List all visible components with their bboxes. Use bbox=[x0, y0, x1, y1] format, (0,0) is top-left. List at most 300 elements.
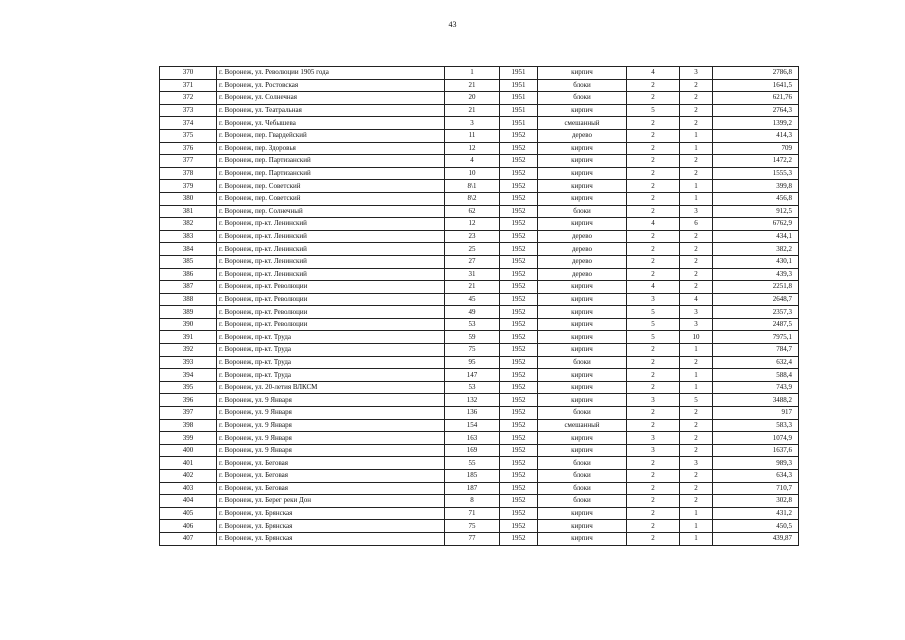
row-number-cell: 401 bbox=[160, 457, 217, 470]
table-row bbox=[160, 218, 799, 231]
area-cell: 1555,3 bbox=[713, 167, 799, 180]
floors-cell: 5 bbox=[627, 104, 680, 117]
wall-material-cell: дерево bbox=[538, 243, 627, 256]
address-cell: г. Воронеж, пер. Советский bbox=[217, 180, 445, 193]
year-built-cell: 1952 bbox=[500, 432, 538, 445]
address-cell: г. Воронеж, ул. Беговая bbox=[217, 457, 445, 470]
year-built-cell: 1952 bbox=[500, 407, 538, 420]
table-row bbox=[160, 155, 799, 168]
entrances-cell: 1 bbox=[680, 142, 713, 155]
area-cell: 1641,5 bbox=[713, 79, 799, 92]
address-cell: г. Воронеж, пр-кт. Труда bbox=[217, 344, 445, 357]
wall-material-cell: кирпич bbox=[538, 369, 627, 382]
floors-cell: 2 bbox=[627, 129, 680, 142]
entrances-cell: 4 bbox=[680, 293, 713, 306]
entrances-cell: 10 bbox=[680, 331, 713, 344]
address-cell: г. Воронеж, ул. 9 Января bbox=[217, 407, 445, 420]
entrances-cell: 1 bbox=[680, 180, 713, 193]
row-number-cell: 406 bbox=[160, 520, 217, 533]
house-number-cell: 147 bbox=[445, 369, 500, 382]
address-cell: г. Воронеж, пр-кт. Революции bbox=[217, 318, 445, 331]
house-number-cell: 8\2 bbox=[445, 192, 500, 205]
wall-material-cell: кирпич bbox=[538, 381, 627, 394]
year-built-cell: 1951 bbox=[500, 79, 538, 92]
entrances-cell: 2 bbox=[680, 79, 713, 92]
wall-material-cell: кирпич bbox=[538, 155, 627, 168]
year-built-cell: 1952 bbox=[500, 192, 538, 205]
year-built-cell: 1951 bbox=[500, 92, 538, 105]
year-built-cell: 1952 bbox=[500, 444, 538, 457]
house-number-cell: 169 bbox=[445, 444, 500, 457]
area-cell: 399,8 bbox=[713, 180, 799, 193]
address-cell: г. Воронеж, пер. Солнечный bbox=[217, 205, 445, 218]
table-row bbox=[160, 520, 799, 533]
area-cell: 917 bbox=[713, 407, 799, 420]
area-cell: 2251,8 bbox=[713, 281, 799, 294]
row-number-cell: 402 bbox=[160, 470, 217, 483]
row-number-cell: 404 bbox=[160, 495, 217, 508]
house-number-cell: 163 bbox=[445, 432, 500, 445]
house-number-cell: 8 bbox=[445, 495, 500, 508]
year-built-cell: 1952 bbox=[500, 470, 538, 483]
row-number-cell: 372 bbox=[160, 92, 217, 105]
year-built-cell: 1952 bbox=[500, 306, 538, 319]
area-cell: 439,3 bbox=[713, 268, 799, 281]
housing-register-table bbox=[159, 66, 799, 546]
wall-material-cell: кирпич bbox=[538, 394, 627, 407]
entrances-cell: 1 bbox=[680, 192, 713, 205]
floors-cell: 2 bbox=[627, 117, 680, 130]
year-built-cell: 1952 bbox=[500, 205, 538, 218]
floors-cell: 2 bbox=[627, 142, 680, 155]
floors-cell: 5 bbox=[627, 306, 680, 319]
table-row bbox=[160, 129, 799, 142]
table-row bbox=[160, 419, 799, 432]
year-built-cell: 1952 bbox=[500, 129, 538, 142]
table-row bbox=[160, 432, 799, 445]
area-cell: 709 bbox=[713, 142, 799, 155]
floors-cell: 3 bbox=[627, 444, 680, 457]
year-built-cell: 1952 bbox=[500, 369, 538, 382]
table-row bbox=[160, 268, 799, 281]
year-built-cell: 1952 bbox=[500, 344, 538, 357]
table-row bbox=[160, 67, 799, 80]
address-cell: г. Воронеж, пр-кт. Революции bbox=[217, 281, 445, 294]
address-cell: г. Воронеж, ул. Брянская bbox=[217, 532, 445, 545]
row-number-cell: 375 bbox=[160, 129, 217, 142]
row-number-cell: 383 bbox=[160, 230, 217, 243]
table-row bbox=[160, 381, 799, 394]
wall-material-cell: блоки bbox=[538, 205, 627, 218]
row-number-cell: 395 bbox=[160, 381, 217, 394]
area-cell: 414,3 bbox=[713, 129, 799, 142]
wall-material-cell: смешанный bbox=[538, 117, 627, 130]
entrances-cell: 2 bbox=[680, 104, 713, 117]
wall-material-cell: дерево bbox=[538, 129, 627, 142]
row-number-cell: 394 bbox=[160, 369, 217, 382]
table-row bbox=[160, 142, 799, 155]
wall-material-cell: кирпич bbox=[538, 281, 627, 294]
row-number-cell: 397 bbox=[160, 407, 217, 420]
entrances-cell: 5 bbox=[680, 394, 713, 407]
table-row bbox=[160, 344, 799, 357]
floors-cell: 3 bbox=[627, 293, 680, 306]
year-built-cell: 1952 bbox=[500, 394, 538, 407]
address-cell: г. Воронеж, ул. Беговая bbox=[217, 470, 445, 483]
area-cell: 912,5 bbox=[713, 205, 799, 218]
row-number-cell: 371 bbox=[160, 79, 217, 92]
year-built-cell: 1952 bbox=[500, 331, 538, 344]
house-number-cell: 75 bbox=[445, 344, 500, 357]
table-row bbox=[160, 532, 799, 545]
year-built-cell: 1952 bbox=[500, 482, 538, 495]
wall-material-cell: кирпич bbox=[538, 507, 627, 520]
table-row bbox=[160, 507, 799, 520]
address-cell: г. Воронеж, ул. Беговая bbox=[217, 482, 445, 495]
address-cell: г. Воронеж, пр-кт. Труда bbox=[217, 356, 445, 369]
entrances-cell: 2 bbox=[680, 407, 713, 420]
table-row bbox=[160, 318, 799, 331]
row-number-cell: 398 bbox=[160, 419, 217, 432]
house-number-cell: 45 bbox=[445, 293, 500, 306]
floors-cell: 2 bbox=[627, 356, 680, 369]
floors-cell: 2 bbox=[627, 419, 680, 432]
entrances-cell: 2 bbox=[680, 243, 713, 256]
area-cell: 430,1 bbox=[713, 255, 799, 268]
row-number-cell: 377 bbox=[160, 155, 217, 168]
year-built-cell: 1952 bbox=[500, 155, 538, 168]
address-cell: г. Воронеж, ул. Берег реки Дон bbox=[217, 495, 445, 508]
entrances-cell: 2 bbox=[680, 167, 713, 180]
area-cell: 2786,8 bbox=[713, 67, 799, 80]
house-number-cell: 27 bbox=[445, 255, 500, 268]
house-number-cell: 8\1 bbox=[445, 180, 500, 193]
year-built-cell: 1951 bbox=[500, 67, 538, 80]
floors-cell: 4 bbox=[627, 67, 680, 80]
year-built-cell: 1952 bbox=[500, 218, 538, 231]
row-number-cell: 400 bbox=[160, 444, 217, 457]
address-cell: г. Воронеж, ул. Чебышева bbox=[217, 117, 445, 130]
house-number-cell: 55 bbox=[445, 457, 500, 470]
entrances-cell: 2 bbox=[680, 92, 713, 105]
floors-cell: 2 bbox=[627, 369, 680, 382]
year-built-cell: 1952 bbox=[500, 243, 538, 256]
row-number-cell: 405 bbox=[160, 507, 217, 520]
area-cell: 434,1 bbox=[713, 230, 799, 243]
entrances-cell: 1 bbox=[680, 369, 713, 382]
house-number-cell: 185 bbox=[445, 470, 500, 483]
wall-material-cell: кирпич bbox=[538, 293, 627, 306]
wall-material-cell: кирпич bbox=[538, 520, 627, 533]
address-cell: г. Воронеж, ул. Театральная bbox=[217, 104, 445, 117]
area-cell: 439,87 bbox=[713, 532, 799, 545]
wall-material-cell: кирпич bbox=[538, 306, 627, 319]
table-row bbox=[160, 281, 799, 294]
area-cell: 634,3 bbox=[713, 470, 799, 483]
year-built-cell: 1952 bbox=[500, 142, 538, 155]
floors-cell: 2 bbox=[627, 470, 680, 483]
house-number-cell: 95 bbox=[445, 356, 500, 369]
row-number-cell: 399 bbox=[160, 432, 217, 445]
floors-cell: 2 bbox=[627, 255, 680, 268]
year-built-cell: 1952 bbox=[500, 293, 538, 306]
address-cell: г. Воронеж, пр-кт. Ленинский bbox=[217, 230, 445, 243]
row-number-cell: 389 bbox=[160, 306, 217, 319]
table-row bbox=[160, 331, 799, 344]
floors-cell: 2 bbox=[627, 180, 680, 193]
row-number-cell: 373 bbox=[160, 104, 217, 117]
address-cell: г. Воронеж, ул. Солнечная bbox=[217, 92, 445, 105]
house-number-cell: 132 bbox=[445, 394, 500, 407]
year-built-cell: 1952 bbox=[500, 507, 538, 520]
area-cell: 3488,2 bbox=[713, 394, 799, 407]
area-cell: 431,2 bbox=[713, 507, 799, 520]
year-built-cell: 1951 bbox=[500, 104, 538, 117]
wall-material-cell: кирпич bbox=[538, 432, 627, 445]
entrances-cell: 1 bbox=[680, 129, 713, 142]
area-cell: 2648,7 bbox=[713, 293, 799, 306]
house-number-cell: 53 bbox=[445, 318, 500, 331]
area-cell: 583,3 bbox=[713, 419, 799, 432]
floors-cell: 2 bbox=[627, 243, 680, 256]
row-number-cell: 374 bbox=[160, 117, 217, 130]
row-number-cell: 378 bbox=[160, 167, 217, 180]
table-row bbox=[160, 92, 799, 105]
row-number-cell: 381 bbox=[160, 205, 217, 218]
wall-material-cell: блоки bbox=[538, 79, 627, 92]
wall-material-cell: блоки bbox=[538, 482, 627, 495]
row-number-cell: 388 bbox=[160, 293, 217, 306]
floors-cell: 2 bbox=[627, 482, 680, 495]
row-number-cell: 386 bbox=[160, 268, 217, 281]
house-number-cell: 21 bbox=[445, 79, 500, 92]
floors-cell: 5 bbox=[627, 331, 680, 344]
table-row bbox=[160, 470, 799, 483]
area-cell: 302,8 bbox=[713, 495, 799, 508]
house-number-cell: 71 bbox=[445, 507, 500, 520]
year-built-cell: 1952 bbox=[500, 356, 538, 369]
entrances-cell: 1 bbox=[680, 381, 713, 394]
entrances-cell: 2 bbox=[680, 432, 713, 445]
address-cell: г. Воронеж, пер. Советский bbox=[217, 192, 445, 205]
house-number-cell: 53 bbox=[445, 381, 500, 394]
entrances-cell: 3 bbox=[680, 306, 713, 319]
entrances-cell: 2 bbox=[680, 470, 713, 483]
row-number-cell: 376 bbox=[160, 142, 217, 155]
house-number-cell: 154 bbox=[445, 419, 500, 432]
floors-cell: 2 bbox=[627, 79, 680, 92]
entrances-cell: 2 bbox=[680, 444, 713, 457]
entrances-cell: 1 bbox=[680, 532, 713, 545]
wall-material-cell: кирпич bbox=[538, 142, 627, 155]
table-row bbox=[160, 482, 799, 495]
entrances-cell: 2 bbox=[680, 281, 713, 294]
area-cell: 456,8 bbox=[713, 192, 799, 205]
floors-cell: 2 bbox=[627, 344, 680, 357]
wall-material-cell: кирпич bbox=[538, 167, 627, 180]
house-number-cell: 75 bbox=[445, 520, 500, 533]
area-cell: 2357,3 bbox=[713, 306, 799, 319]
entrances-cell: 2 bbox=[680, 482, 713, 495]
house-number-cell: 59 bbox=[445, 331, 500, 344]
address-cell: г. Воронеж, ул. Брянская bbox=[217, 520, 445, 533]
address-cell: г. Воронеж, пр-кт. Ленинский bbox=[217, 243, 445, 256]
wall-material-cell: кирпич bbox=[538, 192, 627, 205]
wall-material-cell: блоки bbox=[538, 92, 627, 105]
floors-cell: 2 bbox=[627, 230, 680, 243]
area-cell: 450,5 bbox=[713, 520, 799, 533]
house-number-cell: 23 bbox=[445, 230, 500, 243]
entrances-cell: 2 bbox=[680, 268, 713, 281]
row-number-cell: 396 bbox=[160, 394, 217, 407]
wall-material-cell: кирпич bbox=[538, 180, 627, 193]
wall-material-cell: смешанный bbox=[538, 419, 627, 432]
address-cell: г. Воронеж, пр-кт. Ленинский bbox=[217, 268, 445, 281]
address-cell: г. Воронеж, ул. Брянская bbox=[217, 507, 445, 520]
floors-cell: 2 bbox=[627, 92, 680, 105]
wall-material-cell: дерево bbox=[538, 255, 627, 268]
entrances-cell: 2 bbox=[680, 117, 713, 130]
row-number-cell: 407 bbox=[160, 532, 217, 545]
row-number-cell: 384 bbox=[160, 243, 217, 256]
year-built-cell: 1952 bbox=[500, 457, 538, 470]
address-cell: г. Воронеж, пр-кт. Революции bbox=[217, 293, 445, 306]
row-number-cell: 380 bbox=[160, 192, 217, 205]
entrances-cell: 2 bbox=[680, 419, 713, 432]
entrances-cell: 3 bbox=[680, 318, 713, 331]
house-number-cell: 3 bbox=[445, 117, 500, 130]
wall-material-cell: кирпич bbox=[538, 318, 627, 331]
floors-cell: 2 bbox=[627, 205, 680, 218]
house-number-cell: 136 bbox=[445, 407, 500, 420]
table-row bbox=[160, 167, 799, 180]
entrances-cell: 3 bbox=[680, 205, 713, 218]
house-number-cell: 4 bbox=[445, 155, 500, 168]
area-cell: 710,7 bbox=[713, 482, 799, 495]
floors-cell: 2 bbox=[627, 192, 680, 205]
wall-material-cell: блоки bbox=[538, 495, 627, 508]
floors-cell: 2 bbox=[627, 532, 680, 545]
area-cell: 7975,1 bbox=[713, 331, 799, 344]
year-built-cell: 1952 bbox=[500, 532, 538, 545]
floors-cell: 2 bbox=[627, 507, 680, 520]
wall-material-cell: кирпич bbox=[538, 104, 627, 117]
table-row bbox=[160, 356, 799, 369]
area-cell: 382,2 bbox=[713, 243, 799, 256]
wall-material-cell: блоки bbox=[538, 356, 627, 369]
wall-material-cell: блоки bbox=[538, 407, 627, 420]
table-row bbox=[160, 495, 799, 508]
floors-cell: 5 bbox=[627, 318, 680, 331]
area-cell: 1637,6 bbox=[713, 444, 799, 457]
address-cell: г. Воронеж, пер. Гвардейский bbox=[217, 129, 445, 142]
area-cell: 6762,9 bbox=[713, 218, 799, 231]
year-built-cell: 1952 bbox=[500, 419, 538, 432]
row-number-cell: 387 bbox=[160, 281, 217, 294]
entrances-cell: 2 bbox=[680, 495, 713, 508]
floors-cell: 4 bbox=[627, 218, 680, 231]
table-row bbox=[160, 444, 799, 457]
row-number-cell: 390 bbox=[160, 318, 217, 331]
wall-material-cell: кирпич bbox=[538, 344, 627, 357]
wall-material-cell: кирпич bbox=[538, 532, 627, 545]
row-number-cell: 385 bbox=[160, 255, 217, 268]
wall-material-cell: кирпич bbox=[538, 218, 627, 231]
area-cell: 2764,3 bbox=[713, 104, 799, 117]
address-cell: г. Воронеж, пр-кт. Труда bbox=[217, 331, 445, 344]
house-number-cell: 10 bbox=[445, 167, 500, 180]
address-cell: г. Воронеж, ул. 9 Января bbox=[217, 394, 445, 407]
floors-cell: 2 bbox=[627, 167, 680, 180]
wall-material-cell: кирпич bbox=[538, 444, 627, 457]
area-cell: 632,4 bbox=[713, 356, 799, 369]
entrances-cell: 6 bbox=[680, 218, 713, 231]
address-cell: г. Воронеж, пр-кт. Ленинский bbox=[217, 218, 445, 231]
floors-cell: 2 bbox=[627, 520, 680, 533]
year-built-cell: 1952 bbox=[500, 495, 538, 508]
year-built-cell: 1952 bbox=[500, 381, 538, 394]
wall-material-cell: кирпич bbox=[538, 67, 627, 80]
table-row bbox=[160, 243, 799, 256]
house-number-cell: 12 bbox=[445, 218, 500, 231]
year-built-cell: 1952 bbox=[500, 230, 538, 243]
entrances-cell: 3 bbox=[680, 67, 713, 80]
area-cell: 1074,9 bbox=[713, 432, 799, 445]
year-built-cell: 1952 bbox=[500, 255, 538, 268]
area-cell: 784,7 bbox=[713, 344, 799, 357]
table-row bbox=[160, 205, 799, 218]
table-row bbox=[160, 293, 799, 306]
wall-material-cell: дерево bbox=[538, 268, 627, 281]
area-cell: 2487,5 bbox=[713, 318, 799, 331]
year-built-cell: 1952 bbox=[500, 281, 538, 294]
area-cell: 1472,2 bbox=[713, 155, 799, 168]
row-number-cell: 403 bbox=[160, 482, 217, 495]
house-number-cell: 49 bbox=[445, 306, 500, 319]
floors-cell: 2 bbox=[627, 457, 680, 470]
table-row bbox=[160, 104, 799, 117]
house-number-cell: 12 bbox=[445, 142, 500, 155]
house-number-cell: 20 bbox=[445, 92, 500, 105]
address-cell: г. Воронеж, ул. 9 Января bbox=[217, 432, 445, 445]
row-number-cell: 379 bbox=[160, 180, 217, 193]
wall-material-cell: блоки bbox=[538, 470, 627, 483]
address-cell: г. Воронеж, пер. Партизанский bbox=[217, 167, 445, 180]
row-number-cell: 393 bbox=[160, 356, 217, 369]
year-built-cell: 1952 bbox=[500, 268, 538, 281]
table-row bbox=[160, 255, 799, 268]
floors-cell: 2 bbox=[627, 268, 680, 281]
floors-cell: 2 bbox=[627, 381, 680, 394]
house-number-cell: 21 bbox=[445, 104, 500, 117]
house-number-cell: 25 bbox=[445, 243, 500, 256]
address-cell: г. Воронеж, ул. 9 Января bbox=[217, 444, 445, 457]
address-cell: г. Воронеж, пер. Партизанский bbox=[217, 155, 445, 168]
house-number-cell: 1 bbox=[445, 67, 500, 80]
table-row bbox=[160, 117, 799, 130]
table-row bbox=[160, 394, 799, 407]
entrances-cell: 1 bbox=[680, 507, 713, 520]
year-built-cell: 1952 bbox=[500, 180, 538, 193]
area-cell: 588,4 bbox=[713, 369, 799, 382]
house-number-cell: 11 bbox=[445, 129, 500, 142]
address-cell: г. Воронеж, ул. 20-летия ВЛКСМ bbox=[217, 381, 445, 394]
table-row bbox=[160, 407, 799, 420]
floors-cell: 3 bbox=[627, 394, 680, 407]
table-body bbox=[160, 67, 799, 546]
row-number-cell: 370 bbox=[160, 67, 217, 80]
entrances-cell: 3 bbox=[680, 457, 713, 470]
